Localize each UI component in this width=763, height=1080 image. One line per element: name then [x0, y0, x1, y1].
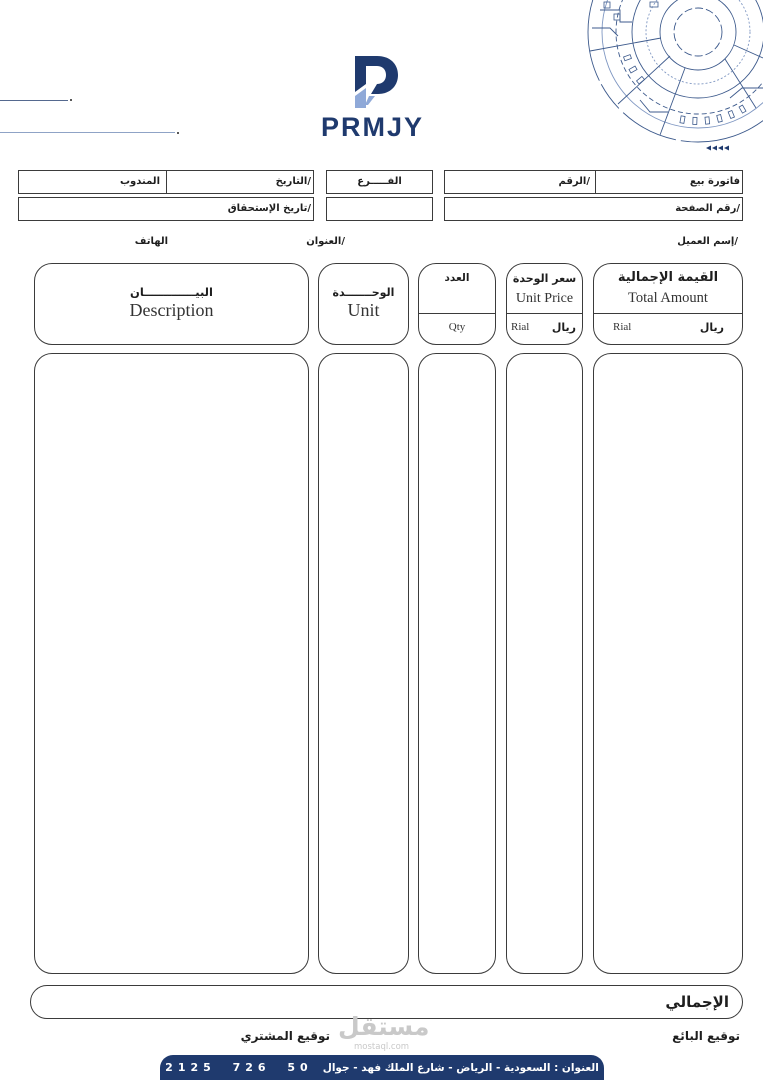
- header-divider: [419, 313, 495, 314]
- seller-signature-label: توقيع البائع: [672, 1029, 740, 1043]
- invoice-title: فاتورة بيع: [689, 176, 740, 187]
- footer-address: العنوان : السعودية - الرياض - شارع الملك فهد - جوال: [322, 1061, 599, 1074]
- cell-divider: [166, 171, 167, 193]
- total-amount-header-en: Total Amount: [628, 290, 708, 306]
- date-label: التاريخ/: [275, 176, 311, 187]
- watermark-ar: مستقل: [338, 1012, 430, 1041]
- branch-value-field: [326, 197, 433, 221]
- decor-dot-bottom: [177, 132, 179, 134]
- representative-label: المندوب: [119, 176, 160, 187]
- buyer-signature-label: توقيع المشتري: [240, 1029, 330, 1043]
- description-header-en: Description: [129, 300, 214, 320]
- total-amount-header-ar: القيمة الإجمالية: [617, 270, 719, 285]
- footer-bar: [160, 1055, 604, 1080]
- representative-date-field: [18, 170, 314, 194]
- footer-phone: 2125 726 50: [165, 1061, 313, 1074]
- column-body-unit: [318, 353, 409, 974]
- watermark-en: mostaql.com: [354, 1042, 410, 1052]
- column-header-qty: [418, 263, 496, 345]
- unit-price-currency-en: Rial: [511, 321, 530, 333]
- decor-dot-top: [70, 99, 72, 101]
- qty-header-en: Qty: [448, 321, 466, 333]
- total-amount-currency-ar: ريال: [699, 321, 724, 334]
- unit-price-header-en: Unit Price: [515, 291, 574, 306]
- header-divider: [594, 313, 742, 314]
- unit-price-header-ar: سعر الوحدة: [512, 272, 577, 285]
- invoice-number-label: الرقم/: [558, 176, 590, 187]
- customer-phone-label: الهاتف: [134, 236, 168, 247]
- column-body-qty: [418, 353, 496, 974]
- column-body-description: [34, 353, 309, 974]
- column-body-unit-price: [506, 353, 583, 974]
- branch-label: الفـــــرع: [357, 176, 402, 187]
- column-header-total-amount: [593, 263, 743, 345]
- qty-header-ar: العدد: [444, 272, 470, 284]
- unit-header-ar: الوحـــــــدة: [332, 286, 395, 299]
- page-number-label: رقم الصفحة/: [675, 203, 740, 214]
- decor-rings: [588, 0, 763, 142]
- logo-wordmark: PRMJY: [320, 112, 425, 142]
- total-amount-currency-en: Rial: [613, 321, 632, 333]
- grand-total-label: الإجمالي: [665, 993, 729, 1011]
- cell-divider: [595, 171, 596, 193]
- column-body-total-amount: [593, 353, 743, 974]
- unit-header-en: Unit: [347, 300, 380, 320]
- decor-slots: [604, 2, 746, 124]
- due-date-label: تاريخ الإستحقاق/: [227, 203, 311, 214]
- decor-line-bottom: [0, 132, 175, 133]
- logo-mark-icon: [352, 54, 400, 110]
- unit-price-currency-ar: ريال: [551, 321, 576, 334]
- circuit-decoration: [580, 0, 763, 158]
- decor-arrows-icon: [706, 146, 729, 151]
- decor-line-top: [0, 100, 68, 101]
- column-header-unit: [318, 263, 409, 345]
- customer-name-label: إسم العميل/: [677, 236, 738, 247]
- customer-address-label: العنوان/: [306, 236, 345, 247]
- column-header-unit-price: [506, 263, 583, 345]
- logo: [300, 52, 445, 147]
- column-header-description: [34, 263, 309, 345]
- header-divider: [507, 313, 582, 314]
- description-header-ar: البيـــــــــــــان: [130, 285, 213, 299]
